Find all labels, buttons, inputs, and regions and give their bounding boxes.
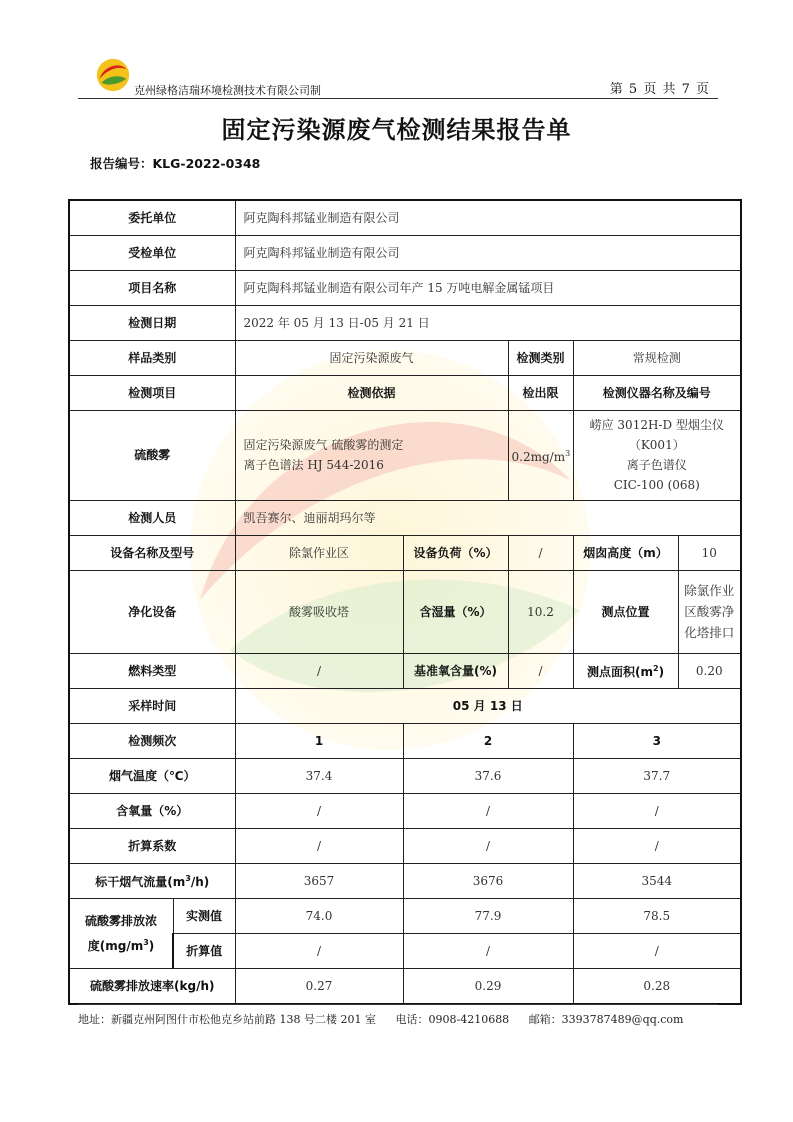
- emission-rate-3: 0.28: [573, 968, 741, 1004]
- personnel-label: 检测人员: [69, 500, 235, 535]
- concentration-label-line-2: [73, 932, 169, 957]
- item-value: 硫酸雾: [69, 410, 235, 500]
- flue-temp-3: 37.7: [573, 758, 741, 793]
- measured-1: 74.0: [235, 898, 403, 933]
- point-location-label: 测点位置: [573, 570, 678, 653]
- fuel-type-value: /: [235, 653, 403, 688]
- point-area-label: [573, 653, 678, 688]
- oxygen-2: /: [403, 793, 573, 828]
- flow-2: 3676: [403, 863, 573, 898]
- converted-3: /: [573, 933, 741, 968]
- instrument-line-3: 离子色谱仪: [626, 458, 687, 472]
- result-table: [68, 199, 742, 1005]
- oxygen-label: 含氧量（%）: [69, 793, 235, 828]
- flow-label: [69, 863, 235, 898]
- reference-oxygen-value: /: [508, 653, 573, 688]
- test-type-value: 常规检测: [573, 340, 741, 375]
- basis-line-1: 固定污染源废气 硫酸雾的测定: [243, 438, 404, 452]
- footer-phone: 电话：0908-4210688: [395, 1013, 510, 1026]
- load-value: /: [508, 535, 573, 570]
- concentration-label: [69, 898, 173, 968]
- point-area-value: 0.20: [678, 653, 741, 688]
- flue-temp-label: 烟气温度（℃）: [69, 758, 235, 793]
- report-number: 报告编号：KLG-2022-0348: [90, 156, 261, 171]
- load-label: 设备负荷（%）: [403, 535, 508, 570]
- emission-rate-1: 0.27: [235, 968, 403, 1004]
- converted-2: /: [403, 933, 573, 968]
- moisture-label: 含湿量（%）: [403, 570, 508, 653]
- page-title: 固定污染源废气检测结果报告单: [221, 116, 572, 144]
- equipment-label: 设备名称及型号: [69, 535, 235, 570]
- company-logo-icon: [94, 56, 132, 94]
- basis-label: 检测依据: [235, 375, 508, 410]
- converted-1: /: [235, 933, 403, 968]
- factor-2: /: [403, 828, 573, 863]
- concentration-label-text: 度(mg/m: [87, 938, 144, 953]
- frequency-3: 3: [573, 723, 741, 758]
- flow-1: 3657: [235, 863, 403, 898]
- flow-label-end: /h): [190, 875, 210, 889]
- factor-1: /: [235, 828, 403, 863]
- inspected-value: 阿克陶科邦锰业制造有限公司: [235, 235, 741, 270]
- date-value: 2022 年 05 月 13 日-05 月 21 日: [235, 305, 741, 340]
- moisture-value: 10.2: [508, 570, 573, 653]
- sampling-time-label: 采样时间: [69, 688, 235, 723]
- client-value: 阿克陶科邦锰业制造有限公司: [235, 200, 741, 235]
- inspected-label: 受检单位: [69, 235, 235, 270]
- measured-label: 实测值: [173, 898, 235, 933]
- footer-address: 地址：新疆克州阿图什市松他克乡站前路 138 号二楼 201 室: [78, 1013, 376, 1026]
- frequency-1: 1: [235, 723, 403, 758]
- purification-value: 酸雾吸收塔: [235, 570, 403, 653]
- flow-label-text: 标干烟气流量(m: [95, 875, 186, 889]
- oxygen-1: /: [235, 793, 403, 828]
- flue-temp-1: 37.4: [235, 758, 403, 793]
- chimney-height-label: 烟囱高度（m）: [573, 535, 678, 570]
- reference-oxygen-label: 基准氧含量(%): [403, 653, 508, 688]
- sampling-time-value: 05 月 13 日: [235, 688, 741, 723]
- emission-rate-label: 硫酸雾排放速率(kg/h): [69, 968, 235, 1004]
- client-label: 委托单位: [69, 200, 235, 235]
- concentration-label-end: ): [148, 938, 155, 953]
- page-header: [78, 52, 718, 99]
- date-label: 检测日期: [69, 305, 235, 340]
- instrument-label: 检测仪器名称及编号: [573, 375, 741, 410]
- point-area-exponent: 2: [652, 664, 659, 673]
- measured-3: 78.5: [573, 898, 741, 933]
- footer-email: 邮箱：3393787489@qq.com: [528, 1013, 684, 1026]
- project-label: 项目名称: [69, 270, 235, 305]
- limit-number: 0.2mg/m: [511, 449, 566, 464]
- point-area-label-end: ): [658, 665, 665, 679]
- frequency-label: 检测频次: [69, 723, 235, 758]
- converted-label: 折算值: [173, 933, 235, 968]
- instrument-line-1: 崂应 3012H-D 型烟尘仪: [589, 418, 724, 432]
- equipment-value: 除氯作业区: [235, 535, 403, 570]
- test-type-label: 检测类别: [508, 340, 573, 375]
- instrument-line-2: （K001）: [628, 438, 685, 452]
- fuel-type-label: 燃料类型: [69, 653, 235, 688]
- sample-type-value: 固定污染源废气: [235, 340, 508, 375]
- basis-line-2: 离子色谱法 HJ 544-2016: [243, 458, 384, 472]
- limit-label: 检出限: [508, 375, 573, 410]
- flow-exponent: 3: [185, 874, 191, 883]
- factor-3: /: [573, 828, 741, 863]
- emission-rate-2: 0.29: [403, 968, 573, 1004]
- sample-type-label: 样品类别: [69, 340, 235, 375]
- oxygen-3: /: [573, 793, 741, 828]
- purification-label: 净化设备: [69, 570, 235, 653]
- company-name: 克州绿格洁瑞环境检测技术有限公司制: [134, 84, 321, 97]
- measured-2: 77.9: [403, 898, 573, 933]
- page-number: 第 5 页 共 7 页: [609, 82, 710, 97]
- instrument-value: [573, 410, 741, 500]
- concentration-label-line-1: 硫酸雾排放浓: [84, 913, 157, 928]
- frequency-2: 2: [403, 723, 573, 758]
- limit-unit-exponent: 3: [565, 448, 571, 458]
- flow-3: 3544: [573, 863, 741, 898]
- factor-label: 折算系数: [69, 828, 235, 863]
- page-footer: [78, 1004, 718, 1027]
- project-value: 阿克陶科邦锰业制造有限公司年产 15 万吨电解金属锰项目: [235, 270, 741, 305]
- point-location-value: 除氯作业区酸雾净化塔排口: [678, 570, 741, 653]
- instrument-line-4: CIC-100 (068): [613, 478, 700, 492]
- chimney-height-value: 10: [678, 535, 741, 570]
- flue-temp-2: 37.6: [403, 758, 573, 793]
- concentration-exponent: 3: [143, 937, 149, 947]
- point-area-label-text: 测点面积(m: [586, 665, 653, 679]
- personnel-value: 凯吾赛尔、迪丽胡玛尔等: [235, 500, 741, 535]
- item-label: 检测项目: [69, 375, 235, 410]
- limit-value: [508, 410, 573, 500]
- basis-value: [235, 410, 508, 500]
